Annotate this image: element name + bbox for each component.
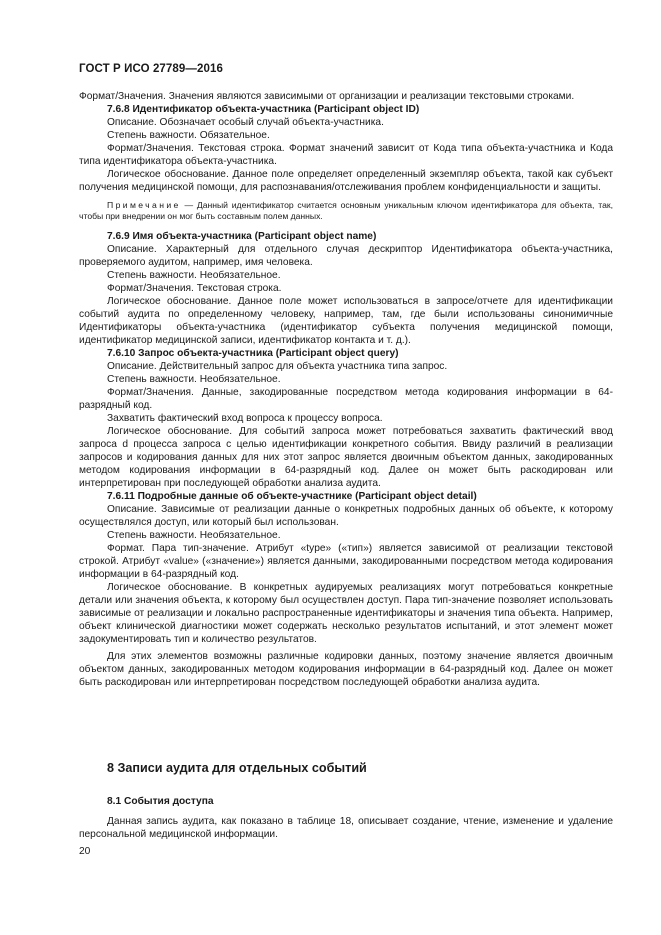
paragraph: Логическое обоснование. В конкретных аудируемых реализациях могут потребоваться конкретные детали или значения объекта, к которому был осуществлен доступ. Пара тип-значение позволяет использовать зависимые от реализации и локально распространенные идентификаторы и значения типа объекта. Например, объект клинической диагностики может содержать несколько результатов испытаний, и этот элемент может задокументировать тип и количество результатов.: [79, 581, 613, 645]
subsection-heading-7-6-8: 7.6.8 Идентификатор объекта-участника (Participant object ID): [107, 104, 420, 115]
paragraph: Формат/Значения. Текстовая строка.: [107, 282, 282, 294]
paragraph: Степень важности. Обязательное.: [107, 130, 270, 141]
note: [79, 200, 613, 223]
paragraph: Логическое обоснование. Данное поле определяет определенный экземпляр объекта, такой как субъект получения медицинской помощи, для распознавания/отслеживания проблем конфиденциальности и защиты.: [79, 169, 613, 193]
section-8-heading: 8 Записи аудита для отдельных событий: [107, 761, 367, 775]
paragraph: Данная запись аудита, как показано в таблице 18, описывает создание, чтение, изменение и удаление персональной медицинской информации.: [79, 816, 613, 840]
paragraph: Формат. Пара тип-значение. Атрибут «type» («тип») является зависимой от реализации текстовой строкой. Атрибут «value» («значение») является данными, закодированными посредством метода кодирования информации в 64-разрядный код.: [79, 542, 613, 580]
paragraph: Формат/Значения. Данные, закодированные посредством метода кодирования информации в 64-разрядный код.: [79, 386, 613, 411]
paragraph: Логическое обоснование. Для событий запроса может потребоваться захватить фактический ввод запроса d процесса запроса с целью идентификации конкретного события. Ввиду различий в реализации запросов и кодирования данных для них этот запрос является двоичным объектом данных, закодированных методом кодирования информации в 64-разрядный код. Далее он может быть раскодирован или интерпретирован при последующей обработки анализа аудита.: [79, 425, 613, 489]
subsection-heading-7-6-11: 7.6.11 Подробные данные об объекте-участнике (Participant object detail): [107, 490, 477, 502]
subsection-heading-7-6-10: 7.6.10 Запрос объекта-участника (Participant object query): [107, 347, 399, 359]
paragraph: Описание. Зависимые от реализации данные о конкретных подробных данных об объекте, к которому осуществлялся доступ, или который был использован.: [79, 503, 613, 528]
section-8-1-heading: 8.1 События доступа: [107, 796, 214, 807]
subsection-heading-7-6-9: 7.6.9 Имя объекта-участника (Participant object name): [107, 230, 377, 242]
paragraph: Степень важности. Необязательное.: [107, 269, 281, 281]
note-label: Примечание: [107, 200, 181, 210]
paragraph: Описание. Действительный запрос для объекта участника типа запрос.: [107, 360, 448, 372]
document-body: [79, 90, 613, 689]
note-text: — Данный идентификатор считается основным уникальным ключом идентификатора для объекта, так, чтобы при внедрении он мог быть составным полем данных.: [79, 200, 613, 222]
paragraph: Логическое обоснование. Данное поле может использоваться в запросе/отчете для идентификации событий аудита по определенному человеку, например, там, где были использованы синонимичные Идентификаторы объекта-участника (идентификатор субъекта получения медицинской помощи, идентификатор медицинской записи, идентификатор контакта и т. д.).: [79, 295, 613, 346]
paragraph: Описание. Характерный для отдельного случая дескриптор Идентификатора объекта-участника, проверяемого аудитом, например, имя человека.: [79, 243, 613, 268]
paragraph: Формат/Значения. Текстовая строка. Формат значений зависит от Кода типа объекта-участника и Кода типа идентификатора объекта-участника.: [79, 143, 613, 167]
paragraph: Формат/Значения. Значения являются зависимыми от организации и реализации текстовыми строками.: [79, 91, 575, 102]
page-number: 20: [79, 846, 91, 857]
paragraph: Степень важности. Необязательное.: [107, 373, 281, 385]
paragraph: Степень важности. Необязательное.: [107, 529, 281, 541]
paragraph: Описание. Обозначает особый случай объекта-участника.: [107, 117, 384, 128]
page-header: ГОСТ Р ИСО 27789—2016: [79, 63, 224, 75]
paragraph: Для этих элементов возможны различные кодировки данных, поэтому значение является двоичным объектом данных, закодированных методом кодирования информации в 64-разрядный код. Далее он может быть раскодирован или интерпретирован посредством последующей обработки анализа аудита.: [79, 650, 613, 688]
paragraph: Захватить фактический вход вопроса к процессу вопроса.: [107, 412, 383, 424]
